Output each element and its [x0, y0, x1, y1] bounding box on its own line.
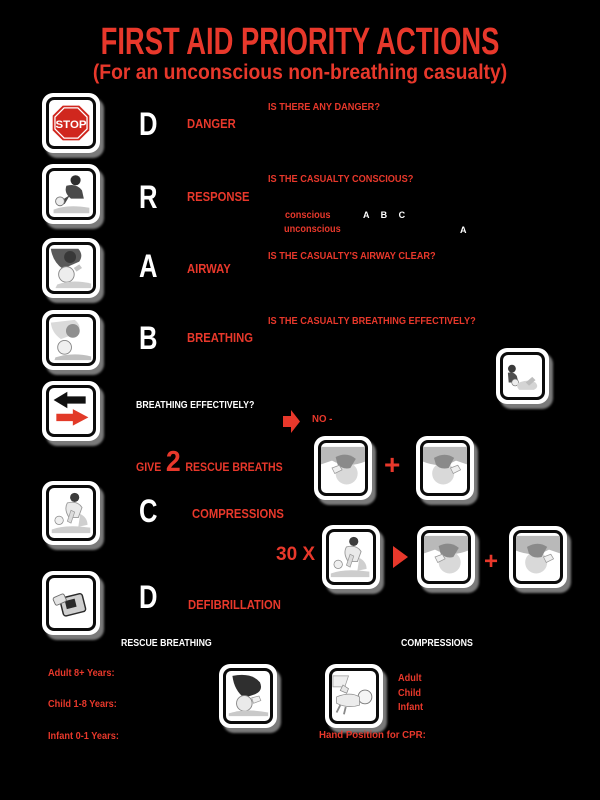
mouth-to-mouth-icon	[219, 664, 277, 728]
compression-row-adult: Adult	[398, 673, 422, 684]
age-row-infant: Infant 0-1 Years:	[48, 731, 119, 742]
chest-compressions-icon	[322, 525, 380, 589]
no-label: NO -	[312, 413, 333, 425]
question-breathing: IS THE CASUALTY BREATHING EFFECTIVELY?	[268, 316, 476, 327]
head-tilt-airway-icon	[42, 238, 100, 298]
look-listen-feel-icon	[42, 310, 100, 370]
step-letter-airway: A	[139, 248, 158, 284]
conscious-codes: A B C	[363, 210, 406, 220]
flow-arrow-right-icon	[283, 410, 300, 438]
step-letter-breathing: B	[139, 320, 158, 356]
defibrillator-icon	[42, 571, 100, 635]
left-right-arrows-icon	[42, 381, 100, 441]
step-letter-danger: D	[139, 106, 158, 142]
question-response: IS THE CASUALTY CONSCIOUS?	[268, 174, 414, 185]
breathing-check-label: BREATHING EFFECTIVELY?	[136, 400, 255, 411]
step-letter-compressions: C	[139, 493, 158, 529]
compressions-heading: COMPRESSIONS	[401, 638, 473, 649]
rescue-breathing-heading: RESCUE BREATHING	[121, 638, 212, 649]
page-title: FIRST AID PRIORITY ACTIONS	[100, 21, 500, 63]
unconscious-code: A	[460, 225, 467, 235]
step-label-breathing: BREATHING	[187, 331, 254, 345]
rescue-breath-icon	[509, 526, 567, 588]
recovery-position-icon	[496, 348, 549, 404]
give-rescue-breaths-line	[136, 448, 283, 477]
compression-row-child: Child	[398, 688, 421, 699]
rescue-breath-icon	[417, 526, 475, 588]
stop-sign-text: STOP	[55, 119, 87, 132]
triangle-right-icon	[393, 546, 408, 573]
age-row-child: Child 1-8 Years:	[48, 699, 117, 710]
chest-compressions-icon	[42, 481, 100, 545]
conscious-label: conscious	[285, 210, 331, 221]
step-letter-response: R	[139, 179, 158, 215]
step-label-response: RESPONSE	[187, 190, 250, 204]
give-label: GIVE	[136, 462, 162, 474]
step-letter-defibrillation: D	[139, 579, 158, 615]
stop-sign-icon	[42, 93, 100, 153]
infant-compressions-icon	[325, 664, 383, 728]
question-danger: IS THERE ANY DANGER?	[268, 102, 380, 113]
step-label-airway: AIRWAY	[187, 262, 231, 276]
compression-row-infant: Infant	[398, 702, 424, 713]
rescue-breaths-label: RESCUE BREATHS	[185, 462, 283, 474]
page-subtitle: (For an unconscious non-breathing casualty)	[92, 61, 508, 84]
question-airway: IS THE CASUALTY'S AIRWAY CLEAR?	[268, 251, 436, 262]
hand-position-label: Hand Position for CPR:	[319, 729, 426, 741]
rescue-breath-icon	[416, 436, 474, 500]
step-label-defibrillation: DEFIBRILLATION	[188, 598, 281, 612]
step-label-compressions: COMPRESSIONS	[192, 507, 284, 521]
step-label-danger: DANGER	[187, 117, 236, 131]
compression-count: 30 X	[276, 544, 316, 565]
rescue-breath-icon	[314, 436, 372, 500]
age-row-adult: Adult 8+ Years:	[48, 668, 115, 679]
check-response-icon	[42, 164, 100, 224]
unconscious-label: unconscious	[284, 224, 341, 235]
plus-sign: +	[484, 548, 499, 575]
breath-count: 2	[165, 446, 181, 478]
plus-sign: +	[384, 449, 401, 480]
